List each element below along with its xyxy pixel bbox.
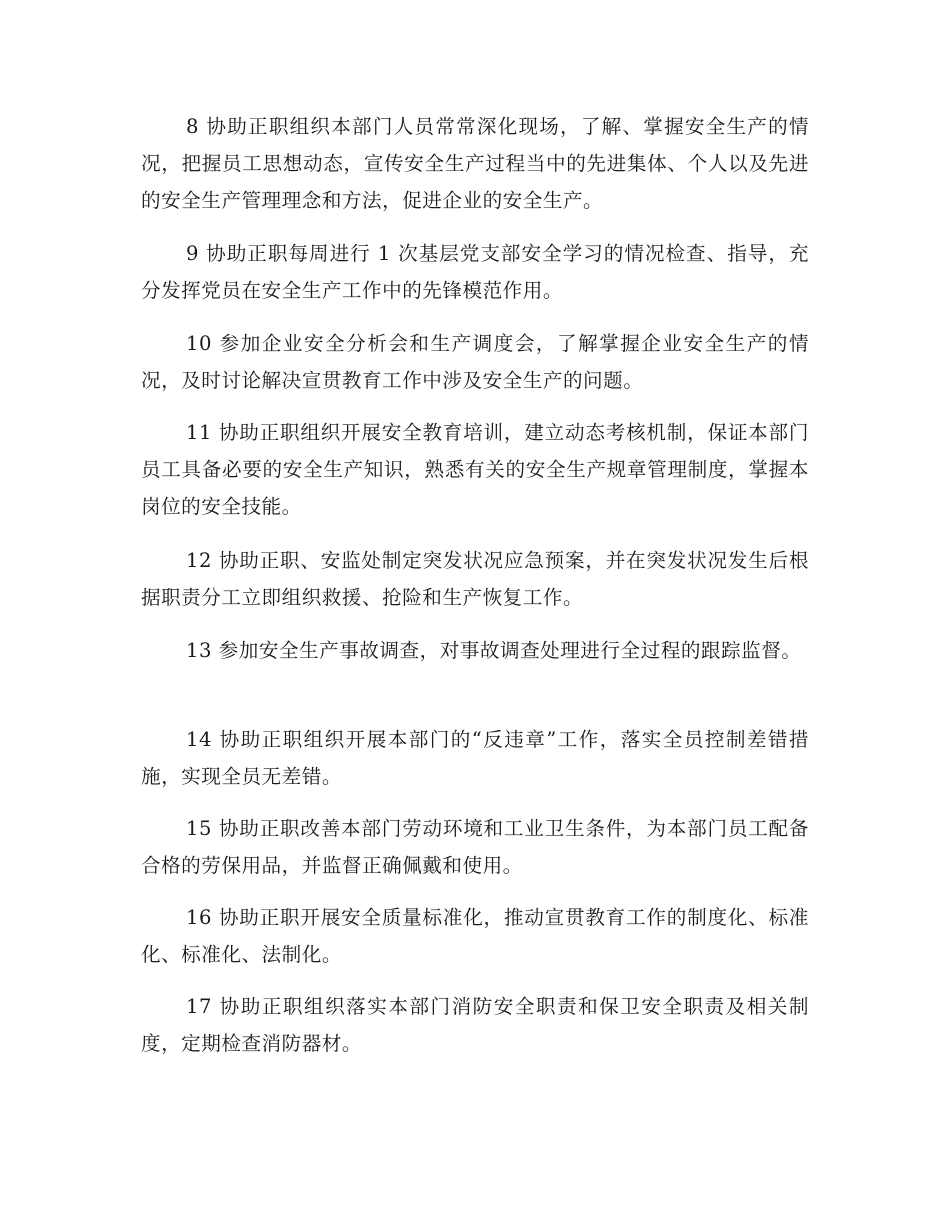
paragraph-item-12: 12 协助正职、安监处制定突发状况应急预案，并在突发状况发生后根据职责分工立即组织救援、抢险和生产恢复工作。 xyxy=(141,549,809,609)
paragraph-item-9: 9 协助正职每周进行 1 次基层党支部安全学习的情况检查、指导，充分发挥党员在安全生产工作中的先锋模范作用。 xyxy=(141,242,809,302)
paragraph-item-11: 11 协助正职组织开展安全教育培训，建立动态考核机制，保证本部门员工具备必要的安全生产知识，熟悉有关的安全生产规章管理制度，掌握本岗位的安全技能。 xyxy=(141,421,809,518)
paragraph-item-16: 16 协助正职开展安全质量标准化，推动宣贯教育工作的制度化、标准化、标准化、法制化。 xyxy=(141,906,809,966)
paragraph-item-17: 17 协助正职组织落实本部门消防安全职责和保卫安全职责及相关制度，定期检查消防器材。 xyxy=(141,995,809,1055)
paragraph-item-8: 8 协助正职组织本部门人员常常深化现场，了解、掌握安全生产的情况，把握员工思想动态，宣传安全生产过程当中的先进集体、个人以及先进的安全生产管理理念和方法，促进企业的安全生产。 xyxy=(141,115,809,212)
paragraph-item-14: 14 协助正职组织开展本部门的“反违章”工作，落实全员控制差错措施，实现全员无差错。 xyxy=(141,728,809,788)
paragraph-item-10: 10 参加企业安全分析会和生产调度会，了解掌握企业安全生产的情况，及时讨论解决宣贯教育工作中涉及安全生产的问题。 xyxy=(141,332,809,392)
paragraph-item-13: 13 参加安全生产事故调查，对事故调查处理进行全过程的跟踪监督。 xyxy=(186,639,802,662)
paragraph-item-15: 15 协助正职改善本部门劳动环境和工业卫生条件，为本部门员工配备合格的劳保用品，并监督正确佩戴和使用。 xyxy=(141,817,809,877)
